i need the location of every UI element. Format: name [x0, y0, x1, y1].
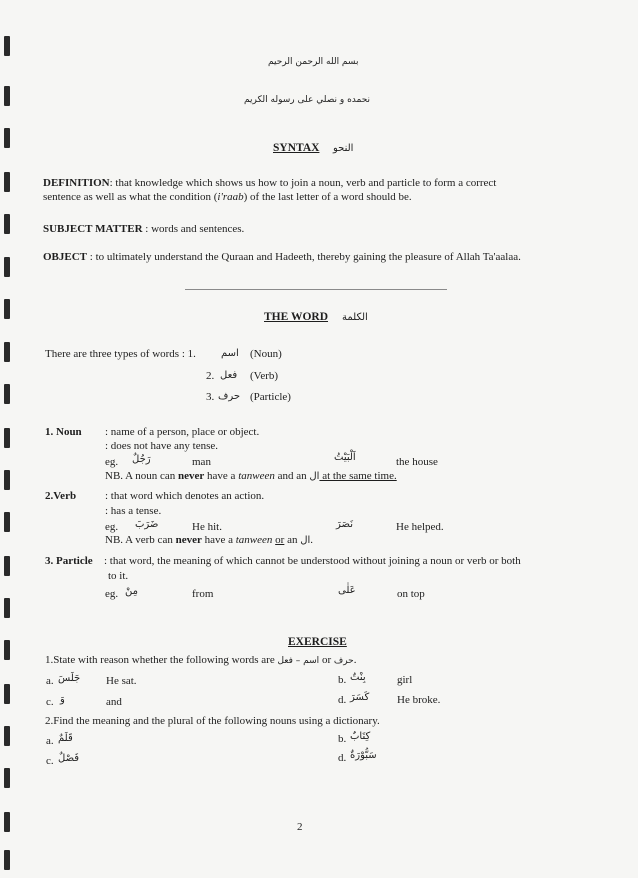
definition-line-2 — [43, 191, 412, 204]
particle-def-2: to it. — [108, 570, 129, 582]
q1-item-b-arabic: بِنْتٌ — [350, 672, 366, 683]
page-number: 2 — [297, 821, 303, 833]
exercise-q1-arabic-2: حرف — [333, 656, 354, 666]
type-3-number: 3. — [206, 391, 215, 403]
type-1-label: (Noun) — [250, 348, 282, 360]
exercise-q2: 2.Find the meaning and the plural of the following nouns using a dictionary. — [45, 715, 380, 727]
verb-note-or: or — [275, 534, 285, 546]
definition-text-1: : that knowledge which shows us how to join a noun, verb and particle to form a correct — [109, 177, 497, 189]
binder-mark — [4, 214, 10, 234]
verb-def-2: : has a tense. — [105, 505, 162, 517]
verb-note-al: ال — [300, 535, 311, 546]
type-1-arabic: اسم — [221, 348, 239, 359]
verb-note-a: NB. A verb can — [105, 534, 176, 546]
particle-label: 3. Particle — [45, 555, 93, 567]
exercise-q1-end: . — [353, 654, 357, 666]
types-intro: There are three types of words : 1. — [45, 348, 196, 360]
word-title: THE WORD — [264, 311, 329, 323]
definition-text-2b: ) of the last letter of a word should be. — [243, 191, 412, 203]
type-2-number: 2. — [206, 370, 215, 382]
noun-note-never: never — [178, 470, 205, 482]
basmala: بسم الله الرحمن الرحيم — [268, 57, 359, 67]
q1-item-b-label: b. — [338, 674, 347, 686]
particle-example-2-meaning: on top — [397, 588, 425, 600]
binder-mark — [4, 684, 10, 704]
noun-example-1-arabic: رَجُلٌ — [132, 454, 151, 465]
type-3-arabic: حرف — [218, 391, 241, 402]
q2-item-b-label: b. — [338, 733, 347, 745]
noun-example-2-arabic: اَلْبَيْتُ — [334, 452, 356, 463]
binder-mark — [4, 428, 10, 448]
verb-note-c: an — [284, 534, 301, 546]
binder-mark — [4, 172, 10, 192]
verb-example-1-meaning: He hit. — [192, 521, 222, 533]
verb-example-1-arabic: ضَرَبَ — [135, 519, 159, 530]
salutation: نحمده و نصلي على رسوله الكريم — [244, 95, 371, 105]
object-line — [43, 251, 521, 264]
q2-item-c-label: c. — [46, 755, 54, 767]
verb-def-1: : that word which denotes an action. — [105, 490, 265, 502]
iraab-term: i'raab — [217, 191, 244, 203]
binder-mark — [4, 512, 10, 532]
noun-note-d: at the same time. — [319, 470, 397, 482]
verb-example-2-arabic: نَصَرَ — [336, 519, 353, 530]
definition-line-1 — [43, 177, 496, 190]
verb-label: 2.Verb — [45, 490, 77, 502]
q1-item-c-label: c. — [46, 696, 54, 708]
definition-text-2a: sentence as well as what the condition ( — [43, 191, 218, 203]
binder-mark — [4, 470, 10, 490]
q2-item-a-label: a. — [46, 735, 54, 747]
exercise-q1-text: 1.State with reason whether the following words are — [45, 654, 278, 666]
binder-mark — [4, 850, 10, 870]
exercise-q1 — [45, 654, 356, 668]
exercise-q1-or: or — [319, 654, 334, 666]
verb-example-2-meaning: He helped. — [396, 521, 444, 533]
q1-item-a-arabic: جَلَسَ — [58, 673, 81, 684]
noun-example-1-meaning: man — [192, 456, 211, 468]
q1-item-d-label: d. — [338, 694, 347, 706]
binder-mark — [4, 768, 10, 788]
q1-item-c-arabic: وَ — [60, 694, 65, 705]
subject-label: SUBJECT MATTER — [43, 223, 143, 235]
exercise-title: EXERCISE — [288, 636, 347, 648]
noun-note-tanween: tanween — [238, 470, 275, 482]
type-2-arabic: فعل — [220, 370, 238, 381]
particle-eg: eg. — [105, 588, 119, 600]
binder-mark — [4, 812, 10, 832]
verb-note-never: never — [175, 534, 202, 546]
subject-matter-line — [43, 223, 244, 236]
q2-item-d-label: d. — [338, 752, 347, 764]
binder-mark — [4, 640, 10, 660]
binder-mark — [4, 36, 10, 56]
binder-mark — [4, 86, 10, 106]
q1-item-d-arabic: كَسَرَ — [350, 692, 370, 703]
noun-eg: eg. — [105, 456, 119, 468]
binder-mark — [4, 257, 10, 277]
object-text: : to ultimately understand the Quraan and Hadeeth, thereby gaining the pleasure of Allah Ta'aalaa. — [89, 251, 521, 263]
definition-label: DEFINITION — [43, 177, 110, 189]
verb-note — [105, 534, 313, 547]
particle-example-2-arabic: عَلٰى — [338, 585, 356, 596]
syntax-title: SYNTAX — [273, 142, 320, 154]
q2-item-a-arabic: قَلَمٌ — [58, 733, 73, 744]
q1-item-a-meaning: He sat. — [106, 675, 137, 687]
object-label: OBJECT — [43, 251, 88, 263]
verb-eg: eg. — [105, 521, 119, 533]
binder-mark — [4, 726, 10, 746]
binder-mark — [4, 299, 10, 319]
subject-text: : words and sentences. — [145, 223, 245, 235]
noun-def-1: : name of a person, place or object. — [105, 426, 260, 438]
noun-note-b: have a — [204, 470, 239, 482]
q2-item-d-arabic: سَبُّوْرَةٌ — [350, 750, 377, 761]
noun-def-2: : does not have any tense. — [105, 440, 219, 452]
binder-mark — [4, 342, 10, 362]
word-title-arabic: الكلمة — [342, 312, 368, 323]
q1-item-d-meaning: He broke. — [397, 694, 441, 706]
divider — [185, 289, 447, 290]
noun-example-2-meaning: the house — [396, 456, 438, 468]
noun-note-al: ال — [309, 471, 320, 482]
verb-note-tanween: tanween — [235, 534, 273, 546]
type-2-label: (Verb) — [250, 370, 279, 382]
exercise-q1-arabic: اسم – فعل — [277, 656, 320, 666]
type-3-label: (Particle) — [250, 391, 291, 403]
noun-note-a: NB. A noun can — [105, 470, 179, 482]
q1-item-b-meaning: girl — [397, 674, 413, 686]
verb-note-d: . — [310, 534, 314, 546]
particle-def-1: : that word, the meaning of which cannot be understood without joining a noun or verb or both — [104, 555, 521, 567]
binder-mark — [4, 556, 10, 576]
binder-mark — [4, 384, 10, 404]
binder-mark — [4, 128, 10, 148]
noun-label: 1. Noun — [45, 426, 82, 438]
binder-mark — [4, 598, 10, 618]
particle-example-1-arabic: مِنْ — [125, 586, 138, 597]
verb-note-b: have a — [201, 534, 236, 546]
q1-item-a-label: a. — [46, 675, 54, 687]
q2-item-b-arabic: كِتَابٌ — [350, 731, 371, 742]
q1-item-c-meaning: and — [106, 696, 122, 708]
syntax-title-arabic: النحو — [333, 143, 354, 154]
noun-note — [105, 470, 397, 483]
particle-example-1-meaning: from — [192, 588, 214, 600]
noun-note-c: and an — [274, 470, 310, 482]
q2-item-c-arabic: فَصْلٌ — [58, 753, 80, 764]
